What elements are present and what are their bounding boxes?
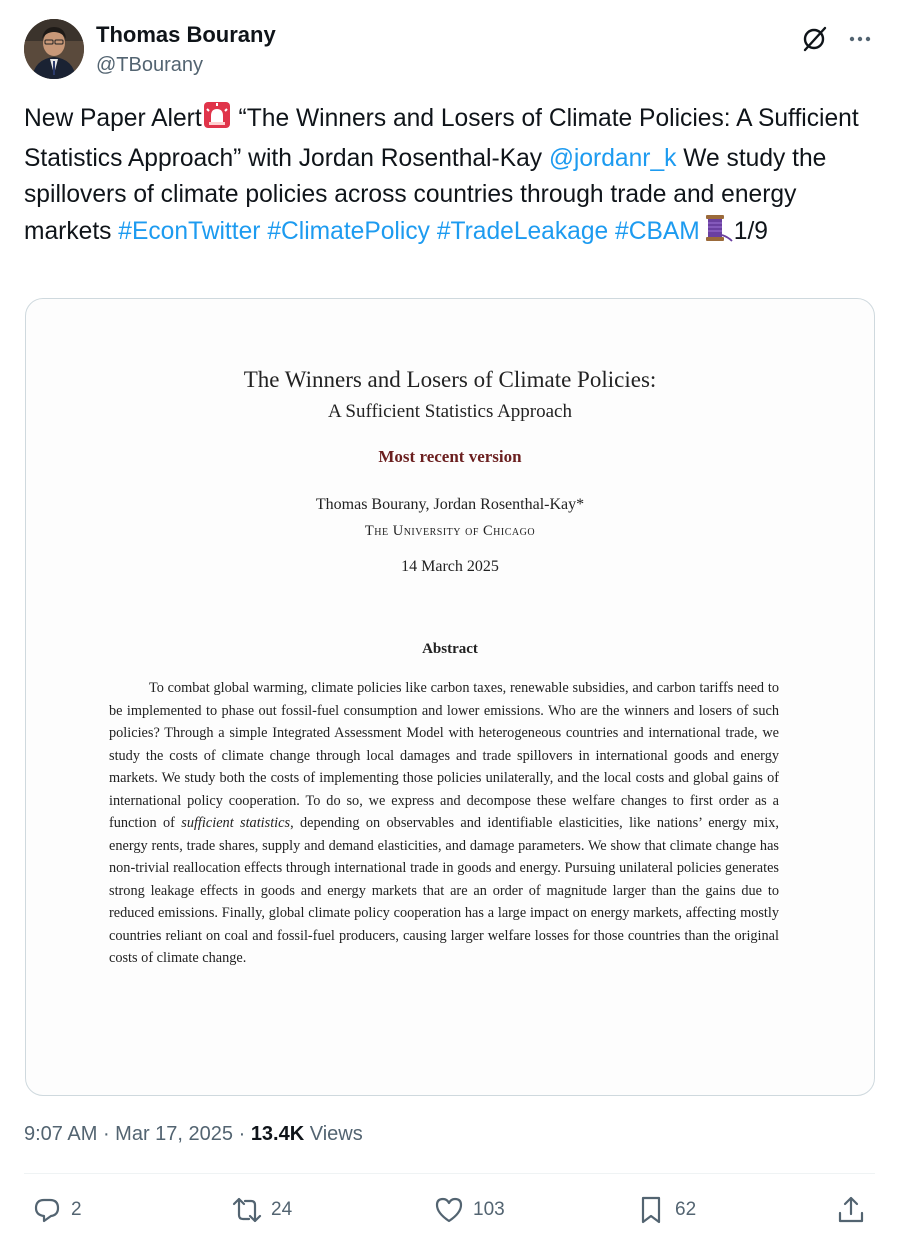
tweet-text-body: “The Winners and Losers of Climate Policies: A Sufficient Statistics Approach” with Jordan Rosenthal-Kay	[24, 105, 859, 172]
hashtag-tradeleakage[interactable]: #TradeLeakage	[436, 218, 609, 245]
tweet-header	[24, 17, 876, 81]
action-bar	[0, 1190, 898, 1234]
paper-title: The Winners and Losers of Climate Policies:	[243, 367, 657, 392]
bookmark-icon	[636, 1195, 666, 1225]
like-count: 103	[473, 1199, 505, 1220]
views-count: 13.4K	[250, 1123, 305, 1145]
abstract-text	[109, 677, 779, 970]
thread-count: 1/9	[733, 218, 768, 245]
tweet-date[interactable]: Mar 17, 2025	[115, 1123, 234, 1145]
tweet-text	[24, 100, 874, 254]
paper-image[interactable]	[25, 298, 875, 1096]
mention-link[interactable]: @jordanr_k	[548, 145, 677, 172]
separator: ·	[233, 1123, 251, 1145]
abstract-heading: Abstract	[422, 641, 478, 657]
paper-authors: Thomas Bourany, Jordan Rosenthal-Kay*	[315, 496, 585, 513]
paper-page	[26, 299, 874, 1095]
author-block	[96, 21, 276, 79]
separator: ·	[97, 1123, 116, 1145]
divider	[24, 1173, 875, 1174]
reply-icon	[32, 1195, 62, 1225]
tweet-text-intro: New Paper Alert	[24, 105, 202, 132]
tweet-time[interactable]: 9:07 AM	[24, 1123, 98, 1145]
repost-icon	[232, 1195, 262, 1225]
repost-button[interactable]	[232, 1190, 292, 1230]
paper-date: 14 March 2025	[401, 558, 499, 575]
paper-affiliation: The University of Chicago	[364, 523, 536, 539]
thread-spool-emoji-icon	[700, 213, 734, 254]
repost-count: 24	[271, 1199, 293, 1220]
bookmark-count: 62	[675, 1199, 697, 1220]
tweet-timestamp	[24, 1120, 363, 1148]
share-button[interactable]	[836, 1190, 866, 1230]
display-name[interactable]: Thomas Bourany	[96, 22, 276, 47]
share-icon	[836, 1195, 866, 1225]
abstract-italic: sufficient statistics	[181, 815, 291, 831]
abstract-part-1: To combat global warming, climate policies like carbon taxes, renewable subsidies, and carbon tariffs need to be implemented to phase out fossil-fuel consumption and lower emissions. Who are the winners and losers of such policies? Through a simple Integrated Assessment Model with heterogeneous countries and international trade, we study the costs of climate change through local damages and trade spillovers in international goods and energy markets. We study both the costs of implementing those policies unilaterally, and the local costs and global gains of international policy cooperation. To do so, we express and decompose these welfare changes to first order as a function of	[109, 680, 779, 831]
hashtag-econtwitter[interactable]: #EconTwitter	[118, 218, 261, 245]
handle[interactable]: @TBourany	[96, 54, 204, 76]
hashtag-cbam[interactable]: #CBAM	[615, 218, 700, 245]
reply-button[interactable]	[32, 1190, 82, 1230]
heart-icon	[434, 1195, 464, 1225]
tweet-text-body-2: We study the spillovers of climate policies across countries through trade and energy markets	[24, 145, 827, 245]
hashtag-climatepolicy[interactable]: #ClimatePolicy	[267, 218, 430, 245]
avatar[interactable]	[24, 19, 84, 79]
like-button[interactable]	[434, 1190, 505, 1230]
paper-version-note: Most recent version	[378, 447, 522, 466]
abstract-part-2: , depending on observables and identifiable elasticities, like nations’ energy mix, energy rents, trade shares, supply and demand elasticities, and damage parameters. We show that climate change has non-trivial reallocation effects through international trade in goods and energy. Pursuing unilateral policies generates strong leakage effects in goods and energy markets that are an order of magnitude larger than the gains due to reduced emissions. Finally, global climate policy cooperation has a large impact on energy markets, affecting mostly countries reliant on coal and fossil-fuel producers, causing larger welfare losses for those countries than the original costs of climate change.	[109, 815, 779, 966]
reply-count: 2	[71, 1199, 82, 1220]
paper-subtitle: A Sufficient Statistics Approach	[328, 401, 572, 422]
bookmark-button[interactable]	[636, 1190, 696, 1230]
views-label: Views	[304, 1123, 363, 1145]
more-options-icon[interactable]	[846, 25, 874, 53]
siren-emoji-icon	[202, 100, 232, 141]
grok-icon[interactable]	[800, 25, 828, 53]
